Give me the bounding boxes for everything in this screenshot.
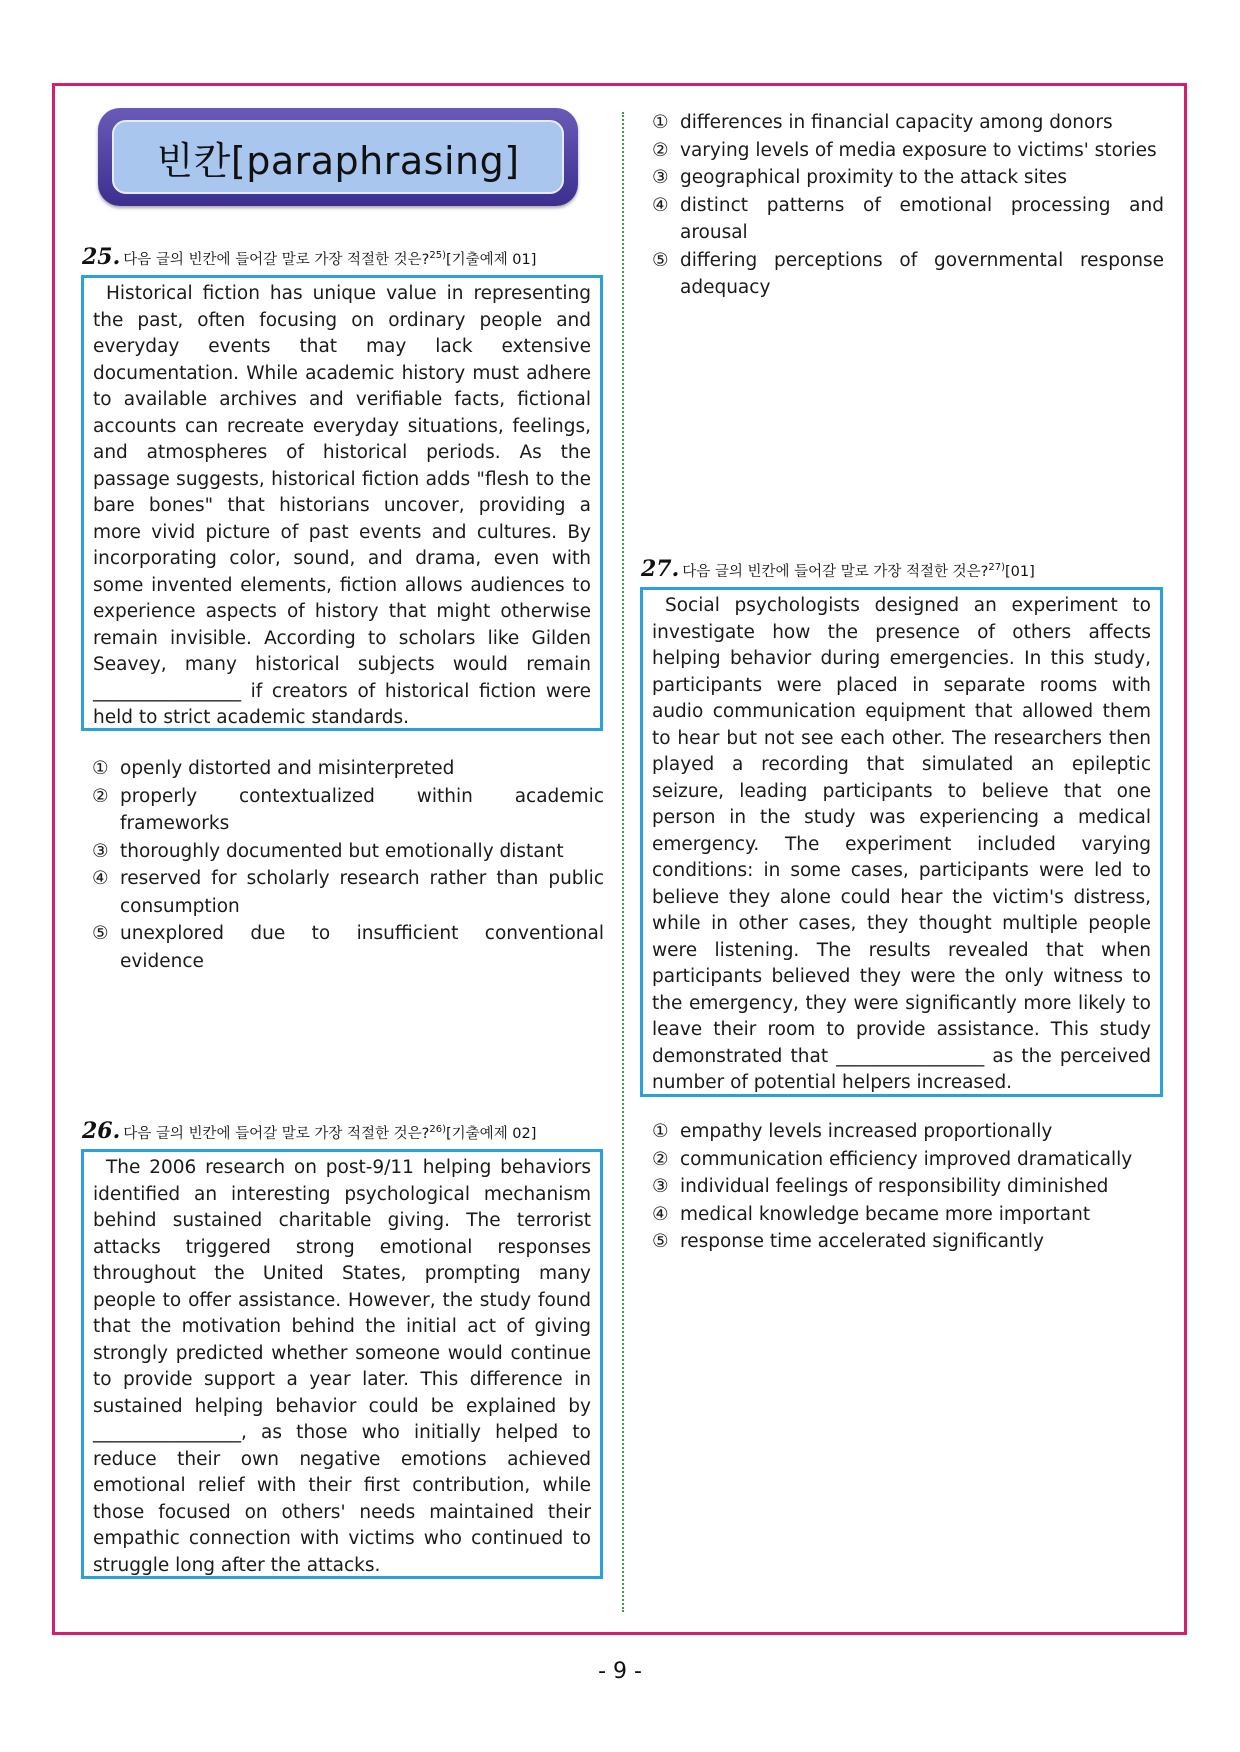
question-prompt: 다음 글의 빈칸에 들어갈 말로 가장 적절한 것은? (682, 564, 989, 580)
option-2[interactable] (92, 783, 604, 838)
option-1[interactable] (652, 1118, 1164, 1146)
option-text: properly contextualized within academic frameworks (120, 785, 604, 834)
option-text: empathy levels increased proportionally (680, 1121, 1053, 1142)
option-5[interactable] (652, 247, 1164, 302)
question-27-passage: Social psychologists designed an experiment to investigate how the presence of others affects helping behavior during emergencies. In this study, participants were placed in separate rooms with audio communication equipment that allowed them to hear but not see each other. The researchers then played a recording that simulated an epileptic seizure, leading participants to believe that one person in the study was experiencing a medical emergency. The experiment included varying conditions: in some cases, participants were led to believe they alone could hear the victim's distress, while in other cases, they thought multiple people were listening. The results revealed that when participants believed they were the only witness to the emergency, they were significantly more likely to leave their room to provide assistance. This study demonstrated that ________________ as the perceived number of potential helpers increased. (640, 587, 1163, 1097)
option-5[interactable] (92, 920, 604, 975)
footnote-ref: 27) (988, 562, 1006, 574)
footnote-ref: 25) (429, 250, 447, 262)
question-25-options (92, 755, 604, 975)
option-text: varying levels of media exposure to victims' stories (680, 139, 1157, 161)
question-27-options (652, 1118, 1164, 1256)
option-text: geographical proximity to the attack sites (680, 167, 1067, 188)
option-mark: ① (652, 112, 669, 133)
column-divider (622, 112, 624, 1612)
option-2[interactable] (652, 1146, 1164, 1174)
question-number: 25. (82, 244, 121, 270)
section-banner-inner (112, 120, 564, 194)
section-banner (98, 108, 578, 206)
option-mark: ⑤ (92, 923, 109, 944)
question-25-header (82, 244, 536, 270)
option-1[interactable] (92, 755, 604, 783)
option-mark: ⑤ (652, 249, 669, 271)
footnote-ref: 26) (429, 1124, 447, 1136)
question-26-header (82, 1118, 536, 1144)
option-text: differences in financial capacity among donors (680, 112, 1113, 133)
option-4[interactable] (652, 1201, 1164, 1229)
question-25-passage: Historical fiction has unique value in representing the past, often focusing on ordinary people and everyday events that may lack extensive documentation. While academic history must adhere to available archives and verifiable facts, fictional accounts can recreate everyday situations, feelings, and atmospheres of historical periods. As the passage suggests, historical fiction adds "flesh to the bare bones" that historians uncover, providing a more vivid picture of past events and cultures. By incorporating color, sound, and drama, even with some invented elements, fiction allows audiences to experience aspects of history that might otherwise remain invisible. According to scholars like Gilden Seavey, many historical subjects would remain ________________ if creators of historical fiction were held to strict academic standards. (81, 275, 603, 731)
section-title: 빈칸[paraphrasing] (156, 138, 520, 183)
option-mark: ② (92, 785, 109, 807)
question-number: 27. (641, 556, 680, 582)
option-3[interactable] (92, 838, 604, 866)
option-text: medical knowledge became more important (680, 1203, 1091, 1225)
option-3[interactable] (652, 164, 1164, 192)
option-mark: ⑤ (652, 1231, 669, 1252)
option-text: openly distorted and misinterpreted (120, 758, 455, 779)
question-source: [01] (1005, 564, 1035, 580)
question-prompt: 다음 글의 빈칸에 들어갈 말로 가장 적절한 것은? (123, 252, 430, 268)
option-mark: ④ (652, 194, 669, 216)
option-mark: ① (652, 1121, 669, 1142)
option-mark: ④ (652, 1203, 669, 1225)
option-text: communication efficiency improved dramatically (680, 1148, 1133, 1170)
question-number: 26. (82, 1118, 121, 1144)
question-source: [기출예제 01] (446, 252, 537, 268)
option-mark: ① (92, 758, 109, 779)
option-mark: ③ (652, 1176, 669, 1197)
page-number: - 9 - (598, 1659, 642, 1684)
option-2[interactable] (652, 137, 1164, 165)
question-26-options (652, 109, 1164, 302)
question-prompt: 다음 글의 빈칸에 들어갈 말로 가장 적절한 것은? (123, 1126, 430, 1142)
question-27-header (641, 556, 1035, 582)
option-5[interactable] (652, 1228, 1164, 1256)
option-text: distinct patterns of emotional processing and arousal (680, 194, 1164, 243)
option-text: response time accelerated significantly (680, 1231, 1044, 1252)
option-mark: ③ (92, 840, 109, 862)
option-text: reserved for scholarly research rather than public consumption (120, 868, 604, 917)
option-mark: ③ (652, 167, 669, 188)
option-4[interactable] (652, 192, 1164, 247)
option-mark: ② (652, 1148, 669, 1170)
option-text: individual feelings of responsibility diminished (680, 1176, 1109, 1197)
option-mark: ④ (92, 868, 109, 889)
question-source: [기출예제 02] (446, 1126, 537, 1142)
option-1[interactable] (652, 109, 1164, 137)
option-4[interactable] (92, 865, 604, 920)
question-26-passage: The 2006 research on post-9/11 helping behaviors identified an interesting psychological mechanism behind sustained charitable giving. The terrorist attacks triggered strong emotional responses throughout the United States, prompting many people to offer assistance. However, the study found that the motivation behind the initial act of giving strongly predicted whether someone would continue to provide support a year later. This difference in sustained helping behavior could be explained by ________________, as those who initially helped to reduce their own negative emotions achieved emotional relief with their first contribution, while those focused on others' needs maintained their empathic connection with victims who continued to struggle long after the attacks. (81, 1149, 603, 1579)
option-text: differing perceptions of governmental response adequacy (680, 249, 1164, 298)
option-text: unexplored due to insufficient conventional evidence (120, 923, 604, 972)
option-mark: ② (652, 139, 669, 161)
option-text: thoroughly documented but emotionally distant (120, 840, 564, 862)
option-3[interactable] (652, 1173, 1164, 1201)
